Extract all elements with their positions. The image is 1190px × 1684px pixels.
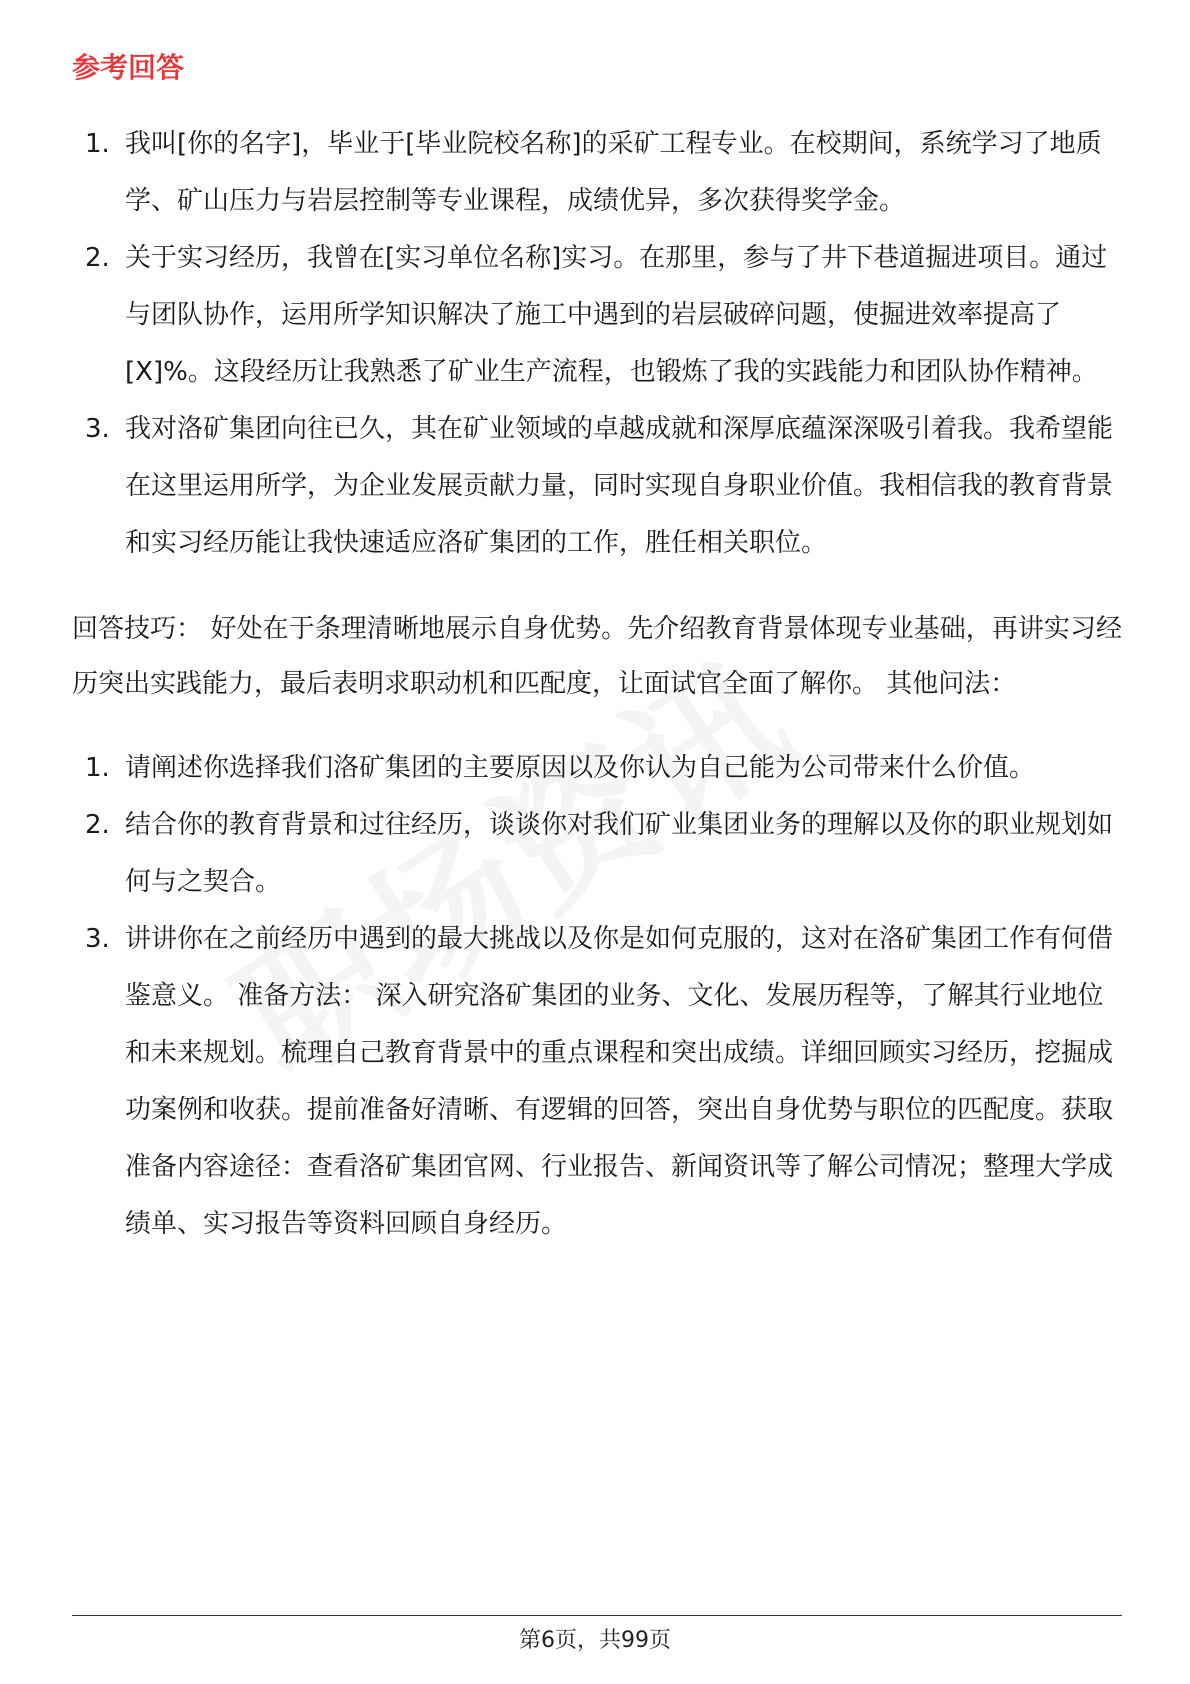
list-item-number: 2. (85, 243, 110, 273)
list-item (72, 797, 1122, 911)
list-item-number: 3. (85, 924, 110, 954)
list-item (72, 401, 1122, 572)
list-item-text: 结合你的教育背景和过往经历，谈谈你对我们矿业集团业务的理解以及你的职业规划如何与之契合。 (125, 810, 1114, 897)
list-item (72, 116, 1122, 230)
list-item-text: 讲讲你在之前经历中遇到的最大挑战以及你是如何克服的，这对在洛矿集团工作有何借鉴意义。 准备方法： 深入研究洛矿集团的业务、文化、发展历程等，了解其行业地位和未来规划。梳理自己教育背景中的重点课程和突出成绩。详细回顾实习经历，挖掘成功案例和收获。提前准备好清晰、有逻辑的回答，突出自身优势与职位的匹配度。获取准备内容途径：查看洛矿集团官网、行业报告、新闻资讯等了解公司情况；整理大学成绩单、实习报告等资料回顾自身经历。 (125, 924, 1114, 1239)
list-item-number: 3. (85, 414, 110, 444)
list-item (72, 740, 1122, 797)
page-number: 第6页，共99页 (519, 1628, 671, 1653)
section-title: 参考回答 (72, 51, 185, 84)
footer-divider (72, 1615, 1122, 1616)
list-item-text: 关于实习经历，我曾在[实习单位名称]实习。在那里，参与了井下巷道掘进项目。通过与团队协作，运用所学知识解决了施工中遇到的岩层破碎问题，使掘进效率提高了[X]%。这段经历让我熟悉了矿业生产流程，也锻炼了我的实践能力和团队协作精神。 (125, 243, 1108, 387)
list-item (72, 230, 1122, 401)
answer-list (72, 116, 1122, 572)
answer-tips: 回答技巧： 好处在于条理清晰地展示自身优势。先介绍教育背景体现专业基础，再讲实习经历突出实践能力，最后表明求职动机和匹配度，让面试官全面了解你。 其他问法： (72, 614, 1122, 699)
list-item (72, 911, 1122, 1253)
list-item-number: 1. (85, 753, 110, 783)
list-item-text: 请阐述你选择我们洛矿集团的主要原因以及你认为自己能为公司带来什么价值。 (125, 753, 1036, 783)
list-item-text: 我叫[你的名字]，毕业于[毕业院校名称]的采矿工程专业。在校期间，系统学习了地质学、矿山压力与岩层控制等专业课程，成绩优异，多次获得奖学金。 (125, 129, 1102, 216)
other-questions-list (72, 740, 1122, 1253)
page-content (72, 48, 1122, 1253)
list-item-number: 1. (85, 129, 110, 159)
list-item-text: 我对洛矿集团向往已久，其在矿业领域的卓越成就和深厚底蕴深深吸引着我。我希望能在这里运用所学，为企业发展贡献力量，同时实现自身职业价值。我相信我的教育背景和实习经历能让我快速适应洛矿集团的工作，胜任相关职位。 (125, 414, 1114, 558)
list-item-number: 2. (85, 810, 110, 840)
